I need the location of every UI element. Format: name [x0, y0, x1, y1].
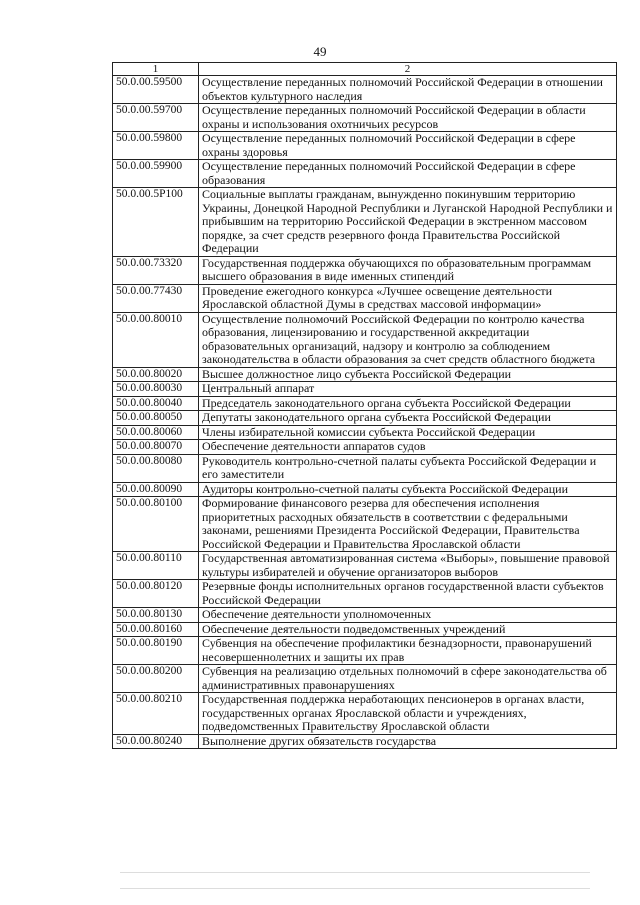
- description-cell: Осуществление переданных полномочий Российской Федерации в отношении объектов культурного наследия: [199, 76, 617, 104]
- table-row: [113, 396, 617, 411]
- budget-code-cell: 50.0.00.80060: [113, 425, 199, 440]
- table-row: [113, 497, 617, 552]
- budget-code-cell: 50.0.00.80110: [113, 552, 199, 580]
- table-row: [113, 367, 617, 382]
- table-row: [113, 580, 617, 608]
- budget-code-cell: 50.0.00.80240: [113, 734, 199, 749]
- budget-code-table-wrapper: [112, 62, 617, 749]
- table-row: [113, 482, 617, 497]
- budget-code-cell: 50.0.00.80080: [113, 454, 199, 482]
- table-body: [113, 76, 617, 749]
- column-header-1: 1: [113, 63, 199, 76]
- budget-code-cell: 50.0.00.80130: [113, 608, 199, 623]
- budget-code-cell: 50.0.00.80070: [113, 440, 199, 455]
- scan-artifact-line: [120, 888, 590, 889]
- budget-code-cell: 50.0.00.80210: [113, 693, 199, 735]
- table-row: [113, 425, 617, 440]
- table-row: [113, 312, 617, 367]
- budget-code-cell: 50.0.00.80020: [113, 367, 199, 382]
- description-cell: Обеспечение деятельности уполномоченных: [199, 608, 617, 623]
- table-row: [113, 284, 617, 312]
- table-row: [113, 104, 617, 132]
- description-cell: Члены избирательной комиссии субъекта Российской Федерации: [199, 425, 617, 440]
- description-cell: Субвенция на реализацию отдельных полномочий в сфере законодательства об административных правонарушениях: [199, 665, 617, 693]
- table-row: [113, 188, 617, 257]
- description-cell: Социальные выплаты гражданам, вынужденно покинувшим территорию Украины, Донецкой Народной Республики и Луганской Народной Республики и прибывшим на территорию Российской Федерации в экстренном массовом порядке, за счет средств резервного фонда Правительства Российской Федерации: [199, 188, 617, 257]
- description-cell: Субвенция на обеспечение профилактики безнадзорности, правонарушений несовершеннолетних и защиты их прав: [199, 637, 617, 665]
- budget-code-table: [112, 62, 617, 749]
- description-cell: Проведение ежегодного конкурса «Лучшее освещение деятельности Ярославской областной Думы в средствах массовой информации»: [199, 284, 617, 312]
- table-row: [113, 552, 617, 580]
- scan-artifact-line: [120, 872, 590, 873]
- budget-code-cell: 50.0.00.80090: [113, 482, 199, 497]
- budget-code-cell: 50.0.00.77430: [113, 284, 199, 312]
- budget-code-cell: 50.0.00.80040: [113, 396, 199, 411]
- table-row: [113, 637, 617, 665]
- description-cell: Осуществление переданных полномочий Российской Федерации в области охраны и использования охотничьих ресурсов: [199, 104, 617, 132]
- description-cell: Государственная автоматизированная система «Выборы», повышение правовой культуры избирателей и обучение организаторов выборов: [199, 552, 617, 580]
- table-row: [113, 382, 617, 397]
- description-cell: Выполнение других обязательств государства: [199, 734, 617, 749]
- budget-code-cell: 50.0.00.80100: [113, 497, 199, 552]
- table-row: [113, 256, 617, 284]
- budget-code-cell: 50.0.00.80160: [113, 622, 199, 637]
- budget-code-cell: 50.0.00.59800: [113, 132, 199, 160]
- table-row: [113, 665, 617, 693]
- budget-code-cell: 50.0.00.80050: [113, 411, 199, 426]
- description-cell: Аудиторы контрольно-счетной палаты субъекта Российской Федерации: [199, 482, 617, 497]
- description-cell: Центральный аппарат: [199, 382, 617, 397]
- page-number: 49: [313, 44, 327, 59]
- description-cell: Государственная поддержка обучающихся по образовательным программам высшего образования в виде именных стипендий: [199, 256, 617, 284]
- table-row: [113, 734, 617, 749]
- budget-code-cell: 50.0.00.59500: [113, 76, 199, 104]
- description-cell: Осуществление полномочий Российской Федерации по контролю качества образования, лицензированию и государственной аккредитации образовательных организаций, надзору и контролю за соблюдением законодательства в области образования за счет средств областного бюджета: [199, 312, 617, 367]
- budget-code-cell: 50.0.00.59700: [113, 104, 199, 132]
- table-row: [113, 132, 617, 160]
- budget-code-cell: 50.0.00.59900: [113, 160, 199, 188]
- table-header-row: [113, 63, 617, 76]
- column-header-2: 2: [199, 63, 617, 76]
- description-cell: Государственная поддержка неработающих пенсионеров в органах власти, государственных органах Ярославской области и учреждениях, подведомственных Правительству Ярославской области: [199, 693, 617, 735]
- description-cell: Руководитель контрольно-счетной палаты субъекта Российской Федерации и его заместители: [199, 454, 617, 482]
- description-cell: Высшее должностное лицо субъекта Российской Федерации: [199, 367, 617, 382]
- description-cell: Депутаты законодательного органа субъекта Российской Федерации: [199, 411, 617, 426]
- table-row: [113, 622, 617, 637]
- budget-code-cell: 50.0.00.73320: [113, 256, 199, 284]
- table-row: [113, 454, 617, 482]
- table-row: [113, 608, 617, 623]
- description-cell: Обеспечение деятельности подведомственных учреждений: [199, 622, 617, 637]
- budget-code-cell: 50.0.00.80010: [113, 312, 199, 367]
- description-cell: Резервные фонды исполнительных органов государственной власти субъектов Российской Федерации: [199, 580, 617, 608]
- table-row: [113, 693, 617, 735]
- table-row: [113, 160, 617, 188]
- budget-code-cell: 50.0.00.80190: [113, 637, 199, 665]
- description-cell: Председатель законодательного органа субъекта Российской Федерации: [199, 396, 617, 411]
- budget-code-cell: 50.0.00.80120: [113, 580, 199, 608]
- description-cell: Обеспечение деятельности аппаратов судов: [199, 440, 617, 455]
- table-row: [113, 411, 617, 426]
- table-row: [113, 440, 617, 455]
- budget-code-cell: 50.0.00.80030: [113, 382, 199, 397]
- description-cell: Формирование финансового резерва для обеспечения исполнения приоритетных расходных обязательств в соответствии с федеральными законами, решениями Президента Российской Федерации, Правительства Российской Федерации и Правительства Ярославской области: [199, 497, 617, 552]
- budget-code-cell: 50.0.00.80200: [113, 665, 199, 693]
- description-cell: Осуществление переданных полномочий Российской Федерации в сфере охраны здоровья: [199, 132, 617, 160]
- table-row: [113, 76, 617, 104]
- budget-code-cell: 50.0.00.5P100: [113, 188, 199, 257]
- description-cell: Осуществление переданных полномочий Российской Федерации в сфере образования: [199, 160, 617, 188]
